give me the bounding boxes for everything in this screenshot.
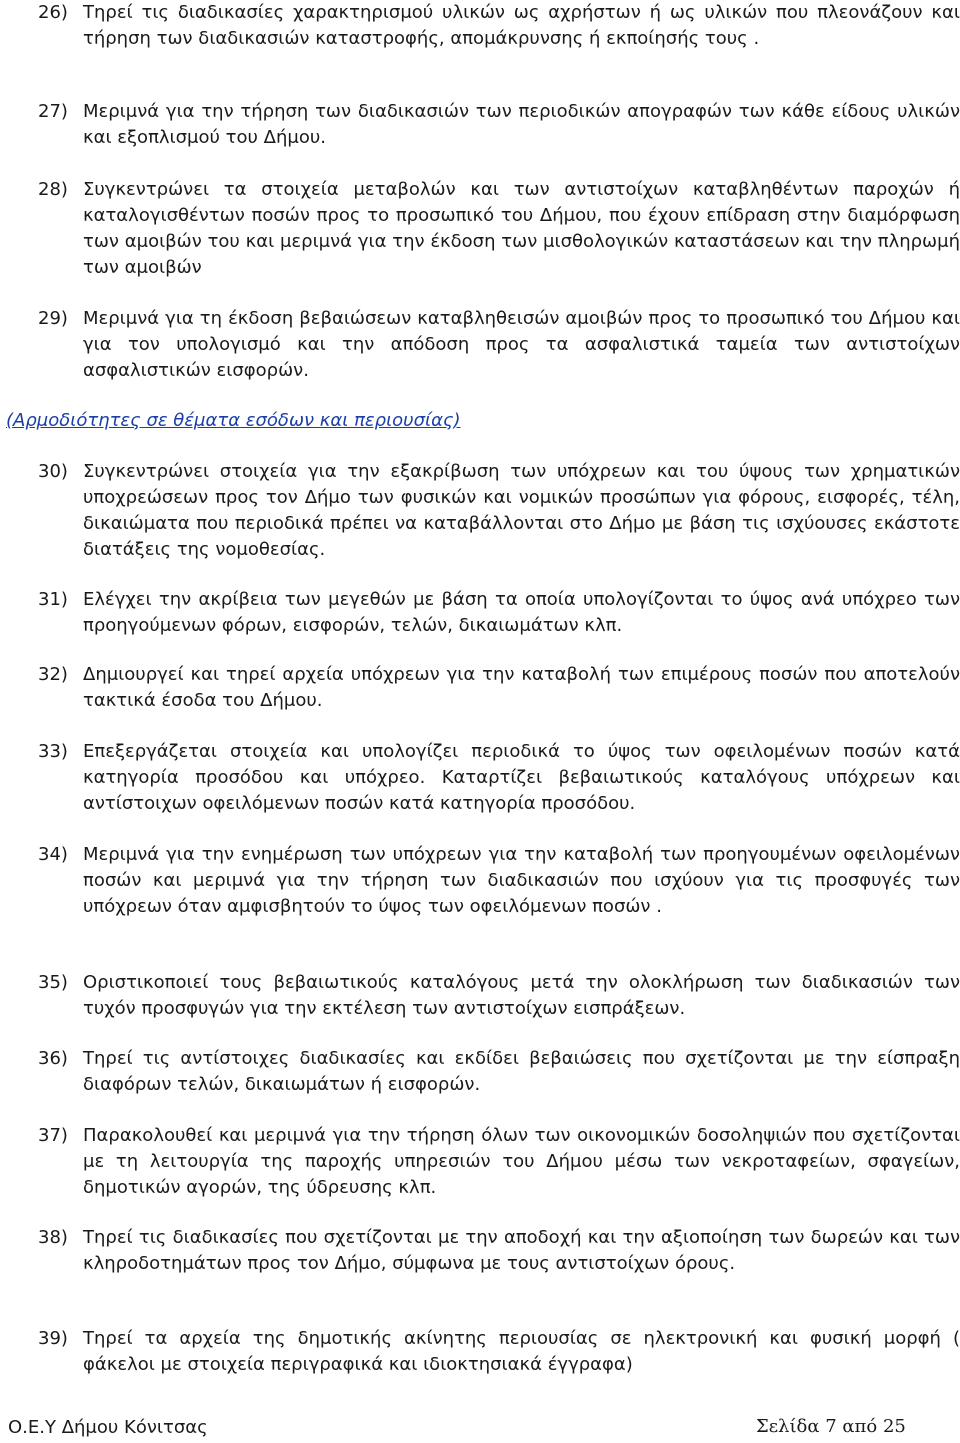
list-item xyxy=(38,1326,960,1378)
list-item xyxy=(38,662,960,714)
list-item xyxy=(38,970,960,1022)
item-number: 38) xyxy=(38,1227,68,1248)
item-text: Τηρεί τις αντίστοιχες διαδικασίες και εκδίδει βεβαιώσεις που σχετίζονται με την είσπραξη διαφόρων τελών, δικαιωμάτων ή εισφορών. xyxy=(83,1048,960,1095)
item-number: 30) xyxy=(38,461,68,482)
item-text: Δημιουργεί και τηρεί αρχεία υπόχρεων για την καταβολή των επιμέρους ποσών που αποτελούν τακτικά έσοδα του Δήμου. xyxy=(83,664,960,711)
item-number: 37) xyxy=(38,1125,68,1146)
footer-organization: Ο.Ε.Υ Δήμου Κόνιτσας xyxy=(8,1417,208,1438)
item-number: 33) xyxy=(38,741,68,762)
list-item xyxy=(38,177,960,281)
item-text: Τηρεί τις διαδικασίες χαρακτηρισμού υλικών ως αχρήστων ή ως υλικών που πλεονάζουν και τήρηση των διαδικασιών καταστροφής, απομάκρυνσης ή εκποίησής τους . xyxy=(83,2,960,49)
item-number: 28) xyxy=(38,179,68,200)
item-text: Μεριμνά για την ενημέρωση των υπόχρεων για την καταβολή των προηγουμένων οφειλομένων ποσών και μεριμνά για την τήρηση των διαδικασιών που ισχύουν για τις προσφυγές των υπόχρεων όταν αμφισβητούν το ύψος των οφειλόμενων ποσών . xyxy=(83,844,960,917)
item-text: Παρακολουθεί και μεριμνά για την τήρηση όλων των οικονομικών δοσοληψιών που σχετίζονται με τη λειτουργία της παροχής υπηρεσιών του Δήμου μέσω των νεκροταφείων, σφαγείων, δημοτικών αγορών, της ύδρευσης κλπ. xyxy=(83,1125,960,1198)
item-text: Μεριμνά για την τήρηση των διαδικασιών των περιοδικών απογραφών των κάθε είδους υλικών και εξοπλισμού του Δήμου. xyxy=(83,101,960,148)
list-item xyxy=(38,739,960,817)
item-number: 27) xyxy=(38,101,68,122)
item-number: 36) xyxy=(38,1048,68,1069)
item-number: 39) xyxy=(38,1328,68,1349)
section-heading: (Αρμοδιότητες σε θέματα εσόδων και περιουσίας) xyxy=(6,410,461,431)
item-text: Συγκεντρώνει τα στοιχεία μεταβολών και των αντιστοίχων καταβληθέντων παροχών ή καταλογισθέντων ποσών προς το προσωπικό του Δήμου, που έχουν επίδραση στην διαμόρφωση των αμοιβών του και μεριμνά για την έκδοση των μισθολογικών καταστάσεων και την πληρωμή των αμοιβών xyxy=(83,179,960,278)
list-item xyxy=(38,842,960,920)
list-item xyxy=(38,0,960,52)
item-text: Συγκεντρώνει στοιχεία για την εξακρίβωση των υπόχρεων και του ύψους των χρηματικών υποχρεώσεων προς τον Δήμο των φυσικών και νομικών προσώπων για φόρους, εισφορές, τέλη, δικαιώματα που περιοδικά πρέπει να καταβάλλονται στο Δήμο με βάση τις ισχύουσες εκάστοτε διατάξεις της νομοθεσίας. xyxy=(83,461,960,560)
list-item xyxy=(38,99,960,151)
item-text: Ελέγχει την ακρίβεια των μεγεθών με βάση τα οποία υπολογίζονται το ύψος ανά υπόχρεο των προηγούμενων φόρων, εισφορών, τελών, δικαιωμάτων κλπ. xyxy=(83,589,960,636)
list-item xyxy=(38,587,960,639)
item-number: 31) xyxy=(38,589,68,610)
list-item xyxy=(38,1046,960,1098)
list-item xyxy=(38,1225,960,1277)
item-text: Επεξεργάζεται στοιχεία και υπολογίζει περιοδικά το ύψος των οφειλομένων ποσών κατά κατηγορία προσόδου και υπόχρεο. Καταρτίζει βεβαιωτικούς καταλόγους υπόχρεων και αντίστοιχων οφειλόμενων ποσών κατά κατηγορία προσόδου. xyxy=(83,741,960,814)
item-text: Τηρεί τις διαδικασίες που σχετίζονται με την αποδοχή και την αξιοποίηση των δωρεών και των κληροδοτημάτων προς τον Δήμο, σύμφωνα με τους αντιστοίχων όρους. xyxy=(83,1227,960,1274)
item-text: Μεριμνά για τη έκδοση βεβαιώσεων καταβληθεισών αμοιβών προς το προσωπικό του Δήμου και για τον υπολογισμό και την απόδοση προς τα ασφαλιστικά ταμεία των αντιστοίχων ασφαλιστικών εισφορών. xyxy=(83,308,960,381)
item-number: 29) xyxy=(38,308,68,329)
item-number: 32) xyxy=(38,664,68,685)
footer-page-number: Σελίδα 7 από 25 xyxy=(756,1416,906,1437)
list-item xyxy=(38,306,960,384)
list-item xyxy=(38,1123,960,1201)
item-number: 26) xyxy=(38,2,68,23)
item-number: 34) xyxy=(38,844,68,865)
item-text: Τηρεί τα αρχεία της δημοτικής ακίνητης περιουσίας σε ηλεκτρονική και φυσική μορφή ( φάκελοι με στοιχεία περιγραφικά και ιδιοκτησιακά έγγραφα) xyxy=(83,1328,960,1375)
item-number: 35) xyxy=(38,972,68,993)
list-item xyxy=(38,459,960,563)
item-text: Οριστικοποιεί τους βεβαιωτικούς καταλόγους μετά την ολοκλήρωση των διαδικασιών των τυχόν προσφυγών για την εκτέλεση των αντιστοίχων εισπράξεων. xyxy=(83,972,960,1019)
